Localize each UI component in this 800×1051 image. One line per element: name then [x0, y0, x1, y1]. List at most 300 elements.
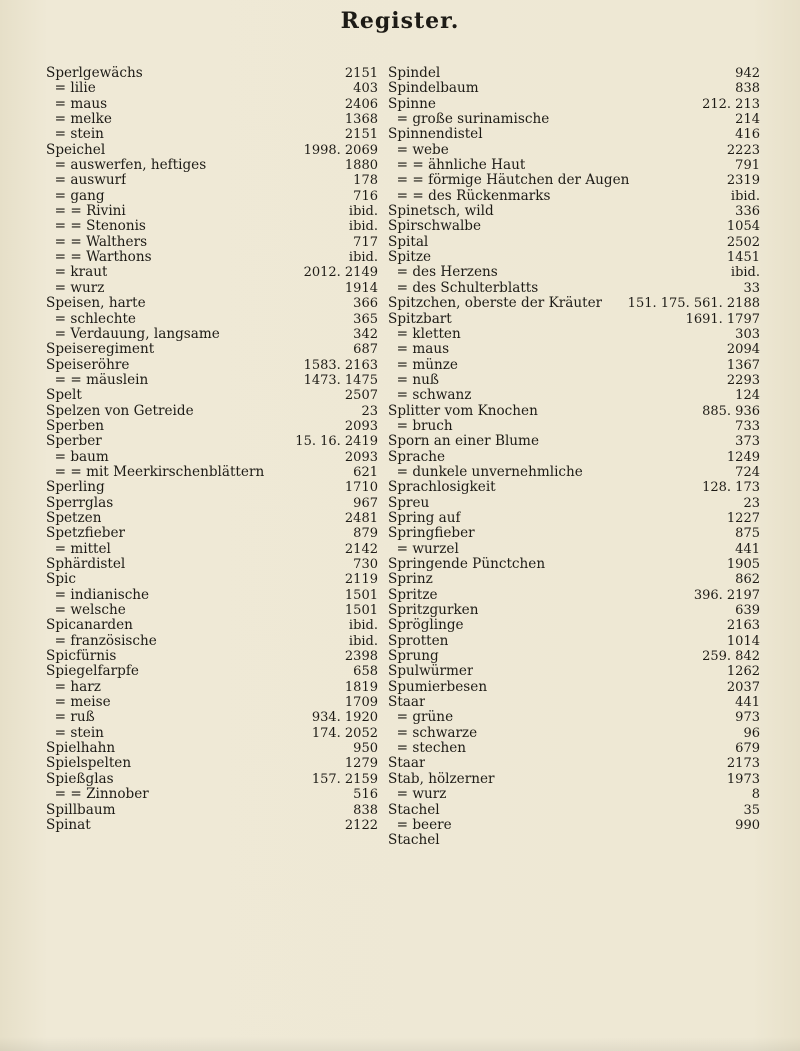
index-term: Sprinz	[388, 572, 433, 588]
index-page-ref: 1014	[726, 633, 760, 649]
index-page-ref: 1501	[344, 603, 378, 619]
index-page-ref: 2094	[726, 342, 760, 358]
index-term: Spinnendistel	[388, 127, 483, 143]
index-page-ref: 2173	[726, 756, 760, 772]
index-term: Spitzbart	[388, 311, 452, 327]
index-page-ref: 2151	[344, 66, 378, 81]
index-page-ref: 2406	[344, 96, 378, 112]
index-entry	[46, 296, 378, 311]
index-term: = lilie	[46, 81, 96, 97]
index-page-ref: 2507	[344, 388, 378, 404]
index-term: Sperber	[46, 434, 102, 450]
index-entry	[46, 235, 378, 250]
index-page-ref: 885. 936	[702, 403, 760, 419]
index-page-ref: 403	[353, 81, 378, 97]
index-term: = = mäuslein	[46, 372, 149, 388]
index-page-ref: ibid.	[348, 204, 378, 220]
index-term: Spinat	[46, 817, 91, 833]
index-page-ref: 441	[735, 695, 760, 711]
index-page-ref: 33	[743, 280, 760, 296]
index-term: Spielhahn	[46, 741, 116, 757]
index-entry	[388, 572, 760, 587]
index-entry	[46, 756, 378, 771]
index-page-ref: 733	[735, 418, 760, 434]
index-entry	[46, 327, 378, 342]
index-term: Speisen, harte	[46, 296, 146, 312]
index-entry	[388, 756, 760, 771]
index-page-ref: 716	[353, 188, 378, 204]
index-entry	[388, 772, 760, 787]
index-term: = maus	[46, 96, 108, 112]
index-page-ref: 875	[735, 526, 760, 542]
index-term: Spröglinge	[388, 618, 464, 634]
index-term: = gang	[46, 188, 105, 204]
index-entry	[46, 664, 378, 679]
index-page-ref: 2319	[726, 173, 760, 189]
index-entry	[388, 373, 760, 388]
index-page-ref: 2502	[726, 234, 760, 250]
index-term: = Verdauung, langsame	[46, 326, 220, 342]
index-entry	[46, 772, 378, 787]
right-index-column	[388, 66, 760, 849]
index-entry	[46, 480, 378, 495]
index-entry	[388, 189, 760, 204]
index-term: = meise	[46, 695, 111, 711]
index-entry	[388, 465, 760, 480]
index-term: Sperling	[46, 480, 105, 496]
index-term: Spillbaum	[46, 802, 116, 818]
index-entry	[46, 572, 378, 587]
index-term: Spitze	[388, 250, 432, 266]
index-page-ref: 2293	[726, 372, 760, 388]
index-term: Staar	[388, 695, 426, 711]
index-term: = = förmige Häutchen der Augen	[388, 173, 630, 189]
left-index-column	[46, 66, 378, 833]
index-page-ref: 724	[735, 464, 760, 480]
index-page-ref: 1227	[726, 510, 760, 526]
index-page-ref: 174. 2052	[311, 725, 378, 741]
index-entry	[388, 112, 760, 127]
index-entry	[46, 373, 378, 388]
index-page-ref: 1501	[344, 587, 378, 603]
index-term: = webe	[388, 142, 449, 158]
index-term: Speichel	[46, 142, 106, 158]
index-term: = beere	[388, 817, 452, 833]
index-page-ref: ibid.	[348, 618, 378, 634]
index-term: Spindelbaum	[388, 81, 479, 97]
index-entry	[388, 235, 760, 250]
index-entry	[388, 450, 760, 465]
index-page-ref: 516	[353, 787, 378, 803]
index-term: = = ähnliche Haut	[388, 158, 526, 174]
index-page-ref: 934. 1920	[311, 710, 378, 726]
index-term: Spinne	[388, 96, 436, 112]
index-page-ref: 1880	[344, 158, 378, 174]
index-page-ref: 1054	[726, 219, 760, 235]
index-term: = melke	[46, 112, 112, 128]
index-term: = stein	[46, 725, 104, 741]
index-term: Stachel	[388, 802, 440, 818]
index-term: Speiseregiment	[46, 342, 155, 358]
index-term: = grüne	[388, 710, 454, 726]
index-entry	[46, 634, 378, 649]
index-entry	[388, 158, 760, 173]
index-entry	[388, 526, 760, 541]
index-page-ref: 1998. 2069	[303, 142, 378, 158]
index-page-ref: 791	[735, 158, 760, 174]
index-page-ref: 1367	[726, 357, 760, 373]
index-entry	[388, 97, 760, 112]
index-term: = des Herzens	[388, 265, 498, 281]
index-entry	[46, 465, 378, 480]
index-entry	[46, 496, 378, 511]
index-entry	[46, 158, 378, 173]
index-entry	[388, 787, 760, 802]
index-page-ref: 2163	[726, 618, 760, 634]
index-page-ref: 35	[743, 802, 760, 818]
index-entry	[46, 404, 378, 419]
index-term: Splitter vom Knochen	[388, 403, 538, 419]
index-term: Sphärdistel	[46, 557, 126, 572]
index-entry	[46, 265, 378, 280]
index-entry	[46, 526, 378, 541]
index-term: = = Stenonis	[46, 219, 146, 235]
index-page-ref: 1451	[726, 250, 760, 266]
index-page-ref: 1973	[726, 771, 760, 787]
index-entry	[388, 803, 760, 818]
index-entry	[388, 741, 760, 756]
index-page-ref: 416	[735, 127, 760, 143]
index-entry	[46, 434, 378, 449]
index-term: Sperrglas	[46, 495, 114, 511]
index-page-ref: 967	[353, 495, 378, 511]
index-entry	[46, 726, 378, 741]
index-page-ref: 303	[735, 326, 760, 342]
index-entry	[46, 127, 378, 142]
index-entry	[388, 419, 760, 434]
index-term: = schlechte	[46, 311, 136, 327]
index-entry	[46, 511, 378, 526]
page-title: Register.	[340, 8, 460, 34]
index-entry	[46, 388, 378, 403]
index-entry	[388, 511, 760, 526]
index-entry	[388, 649, 760, 664]
index-term: Spiegelfarpfe	[46, 664, 139, 680]
index-term: Spitzchen, oberste der Kräuter	[388, 296, 603, 312]
index-entry	[388, 312, 760, 327]
index-page-ref: 259. 842	[702, 649, 760, 665]
index-term: = französische	[46, 633, 157, 649]
index-term: Spetzen	[46, 510, 102, 526]
index-term: Staar	[388, 756, 426, 772]
index-entry	[388, 480, 760, 495]
index-term: = kletten	[388, 326, 461, 342]
index-term: = mittel	[46, 541, 111, 557]
index-entry	[388, 680, 760, 695]
index-page-ref: 2223	[726, 142, 760, 158]
index-page-ref: 1368	[344, 112, 378, 128]
index-entry	[46, 710, 378, 725]
index-page-ref: 365	[353, 311, 378, 327]
index-term: = wurz	[46, 280, 105, 296]
index-page-ref: 124	[735, 388, 760, 404]
index-page-ref: 1583. 2163	[303, 357, 378, 373]
index-entry	[46, 66, 378, 81]
index-term: Spelzen von Getreide	[46, 403, 194, 419]
index-page-ref: ibid.	[348, 219, 378, 235]
index-page-ref: 336	[735, 204, 760, 220]
index-term: Spicanarden	[46, 618, 133, 634]
index-page-ref: 1710	[344, 480, 378, 496]
index-page-ref: 441	[735, 541, 760, 557]
index-entry	[388, 66, 760, 81]
index-term: = welsche	[46, 603, 126, 619]
index-entry	[46, 219, 378, 234]
index-term: Springfieber	[388, 526, 475, 542]
index-page-ref: 950	[353, 741, 378, 757]
index-page-ref: 2012. 2149	[303, 265, 378, 281]
index-page-ref: 23	[743, 495, 760, 511]
index-entry	[388, 358, 760, 373]
index-term: = kraut	[46, 265, 108, 281]
index-page-ref: 679	[735, 741, 760, 757]
index-page-ref: 2037	[726, 679, 760, 695]
index-entry	[388, 603, 760, 618]
index-entry	[388, 634, 760, 649]
index-term: = des Schulterblatts	[388, 280, 539, 296]
index-term: = = Walthers	[46, 234, 148, 250]
index-entry	[46, 358, 378, 373]
index-term: Spumierbesen	[388, 679, 488, 695]
index-entry	[46, 97, 378, 112]
index-page-ref: 1473. 1475	[303, 372, 378, 388]
index-page-ref: 2093	[344, 449, 378, 465]
index-term: = = Zinnober	[46, 787, 149, 803]
index-entry	[388, 281, 760, 296]
index-term: = wurzel	[388, 541, 459, 557]
index-entry	[388, 496, 760, 511]
index-term: Spindel	[388, 66, 441, 81]
index-page-ref: 128. 173	[702, 480, 760, 496]
index-term: Spelt	[46, 388, 82, 404]
index-page-ref: 342	[353, 326, 378, 342]
index-page-ref: 396. 2197	[693, 587, 760, 603]
index-entry	[46, 680, 378, 695]
index-term: Sperlgewächs	[46, 66, 143, 81]
index-page-ref: 1819	[344, 679, 378, 695]
index-entry	[46, 603, 378, 618]
index-entry	[388, 557, 760, 572]
index-entry	[46, 173, 378, 188]
index-term: Spetzfieber	[46, 526, 126, 542]
index-entry	[46, 143, 378, 158]
index-entry	[46, 342, 378, 357]
index-entry	[46, 649, 378, 664]
index-page-ref: 1905	[726, 557, 760, 572]
index-term: = stein	[46, 127, 104, 143]
index-entry	[46, 618, 378, 633]
index-term: Spinetsch, wild	[388, 204, 494, 220]
index-entry	[46, 281, 378, 296]
index-term: Sperben	[46, 418, 105, 434]
index-term: Spring auf	[388, 510, 461, 526]
index-page-ref: 1691. 1797	[685, 311, 760, 327]
index-page-ref: 1709	[344, 695, 378, 711]
index-term: = = Warthons	[46, 250, 152, 266]
index-page-ref: 942	[735, 66, 760, 81]
index-entry	[388, 250, 760, 265]
index-term: Sprache	[388, 449, 446, 465]
index-page-ref: 178	[353, 173, 378, 189]
index-entry	[46, 312, 378, 327]
index-term: Spritzgurken	[388, 603, 479, 619]
index-page-ref: 639	[735, 603, 760, 619]
index-term: Sporn an einer Blume	[388, 434, 539, 450]
index-term: Stachel	[388, 833, 440, 849]
index-page-ref: 879	[353, 526, 378, 542]
index-entry	[388, 173, 760, 188]
index-term: = auswerfen, heftiges	[46, 158, 207, 174]
index-entry	[388, 204, 760, 219]
index-entry	[46, 741, 378, 756]
index-entry	[46, 695, 378, 710]
index-entry	[388, 434, 760, 449]
index-entry	[46, 803, 378, 818]
index-term: = nuß	[388, 372, 439, 388]
index-entry	[388, 127, 760, 142]
index-term: = maus	[388, 342, 450, 358]
index-page-ref: 2122	[344, 817, 378, 833]
index-term: = wurz	[388, 787, 447, 803]
index-page-ref: 366	[353, 296, 378, 312]
index-term: = auswurf	[46, 173, 127, 189]
index-page-ref: 838	[353, 802, 378, 818]
index-term: Speiseröhre	[46, 357, 130, 373]
index-term: Stab, hölzerner	[388, 771, 495, 787]
index-page-ref: 717	[353, 234, 378, 250]
index-entry	[46, 542, 378, 557]
index-page-ref: 23	[361, 403, 378, 419]
index-entry	[388, 542, 760, 557]
index-page-ref: 2151	[344, 127, 378, 143]
index-entry	[388, 833, 760, 848]
index-entry	[388, 143, 760, 158]
index-term: = harz	[46, 679, 101, 695]
index-term: Spreu	[388, 495, 430, 511]
index-entry	[46, 81, 378, 96]
index-entry	[388, 388, 760, 403]
index-entry	[46, 112, 378, 127]
index-entry	[388, 726, 760, 741]
index-page-ref: 990	[735, 817, 760, 833]
index-term: Spießglas	[46, 771, 114, 787]
index-entry	[388, 404, 760, 419]
index-page-ref: ibid.	[730, 265, 760, 281]
index-page-ref: 2119	[344, 572, 378, 588]
index-page-ref: 1914	[344, 280, 378, 296]
index-term: = = Rivini	[46, 204, 126, 220]
index-term: = stechen	[388, 741, 467, 757]
index-entry	[46, 204, 378, 219]
index-entry	[388, 265, 760, 280]
index-term: = baum	[46, 449, 109, 465]
index-term: Spirschwalbe	[388, 219, 482, 235]
index-entry	[46, 588, 378, 603]
index-term: Springende Pünctchen	[388, 557, 546, 572]
index-term: = schwarze	[388, 725, 478, 741]
index-page-ref: 658	[353, 664, 378, 680]
index-page-ref: 1279	[344, 756, 378, 772]
index-page-ref: ibid.	[348, 633, 378, 649]
index-term: = schwanz	[388, 388, 472, 404]
index-entry	[46, 450, 378, 465]
index-page-ref: 1249	[726, 449, 760, 465]
index-entry	[388, 818, 760, 833]
index-term: = indianische	[46, 587, 150, 603]
index-term: = münze	[388, 357, 458, 373]
index-term: Sprung	[388, 649, 439, 665]
index-entry	[388, 81, 760, 96]
index-page-ref: ibid.	[348, 250, 378, 266]
index-term: Spic	[46, 572, 76, 588]
index-page-ref: 621	[353, 464, 378, 480]
index-page-ref: 96	[743, 725, 760, 741]
index-entry	[388, 588, 760, 603]
index-page-ref: 862	[735, 572, 760, 588]
index-term: = = mit Meerkirschenblättern	[46, 464, 265, 480]
index-entry	[388, 342, 760, 357]
index-entry	[46, 189, 378, 204]
index-entry	[388, 327, 760, 342]
index-term: Spulwürmer	[388, 664, 474, 680]
index-entry	[388, 618, 760, 633]
index-entry	[388, 695, 760, 710]
index-page-ref: 157. 2159	[311, 771, 378, 787]
index-page-ref: 8	[751, 787, 760, 803]
index-page-ref: 2398	[344, 649, 378, 665]
index-term: Sprachlosigkeit	[388, 480, 496, 496]
index-page-ref: 2093	[344, 418, 378, 434]
index-entry	[388, 664, 760, 679]
index-page-ref: 373	[735, 434, 760, 450]
index-term: = dunkele unvernehmliche	[388, 464, 583, 480]
index-entry	[388, 219, 760, 234]
index-page-ref: 730	[353, 557, 378, 572]
page-edge-shadow	[0, 1037, 800, 1051]
index-term: = ruß	[46, 710, 95, 726]
index-page-ref: 214	[735, 112, 760, 128]
index-page-ref: 1262	[726, 664, 760, 680]
index-entry	[46, 419, 378, 434]
index-page-ref: 2142	[344, 541, 378, 557]
index-entry	[46, 250, 378, 265]
index-page-ref: 15. 16. 2419	[295, 434, 378, 450]
index-term: Spicfürnis	[46, 649, 117, 665]
index-term: = große surinamische	[388, 112, 550, 128]
index-page-ref: 2481	[344, 510, 378, 526]
index-entry	[46, 557, 378, 572]
index-term: Sprotten	[388, 633, 449, 649]
index-term: Spritze	[388, 587, 438, 603]
index-page-ref: ibid.	[730, 188, 760, 204]
index-term: = = des Rückenmarks	[388, 188, 551, 204]
index-page-ref: 687	[353, 342, 378, 358]
index-entry	[46, 818, 378, 833]
index-page-ref: 973	[735, 710, 760, 726]
index-term: Spielspelten	[46, 756, 132, 772]
index-term: = bruch	[388, 418, 453, 434]
index-entry	[388, 296, 760, 311]
